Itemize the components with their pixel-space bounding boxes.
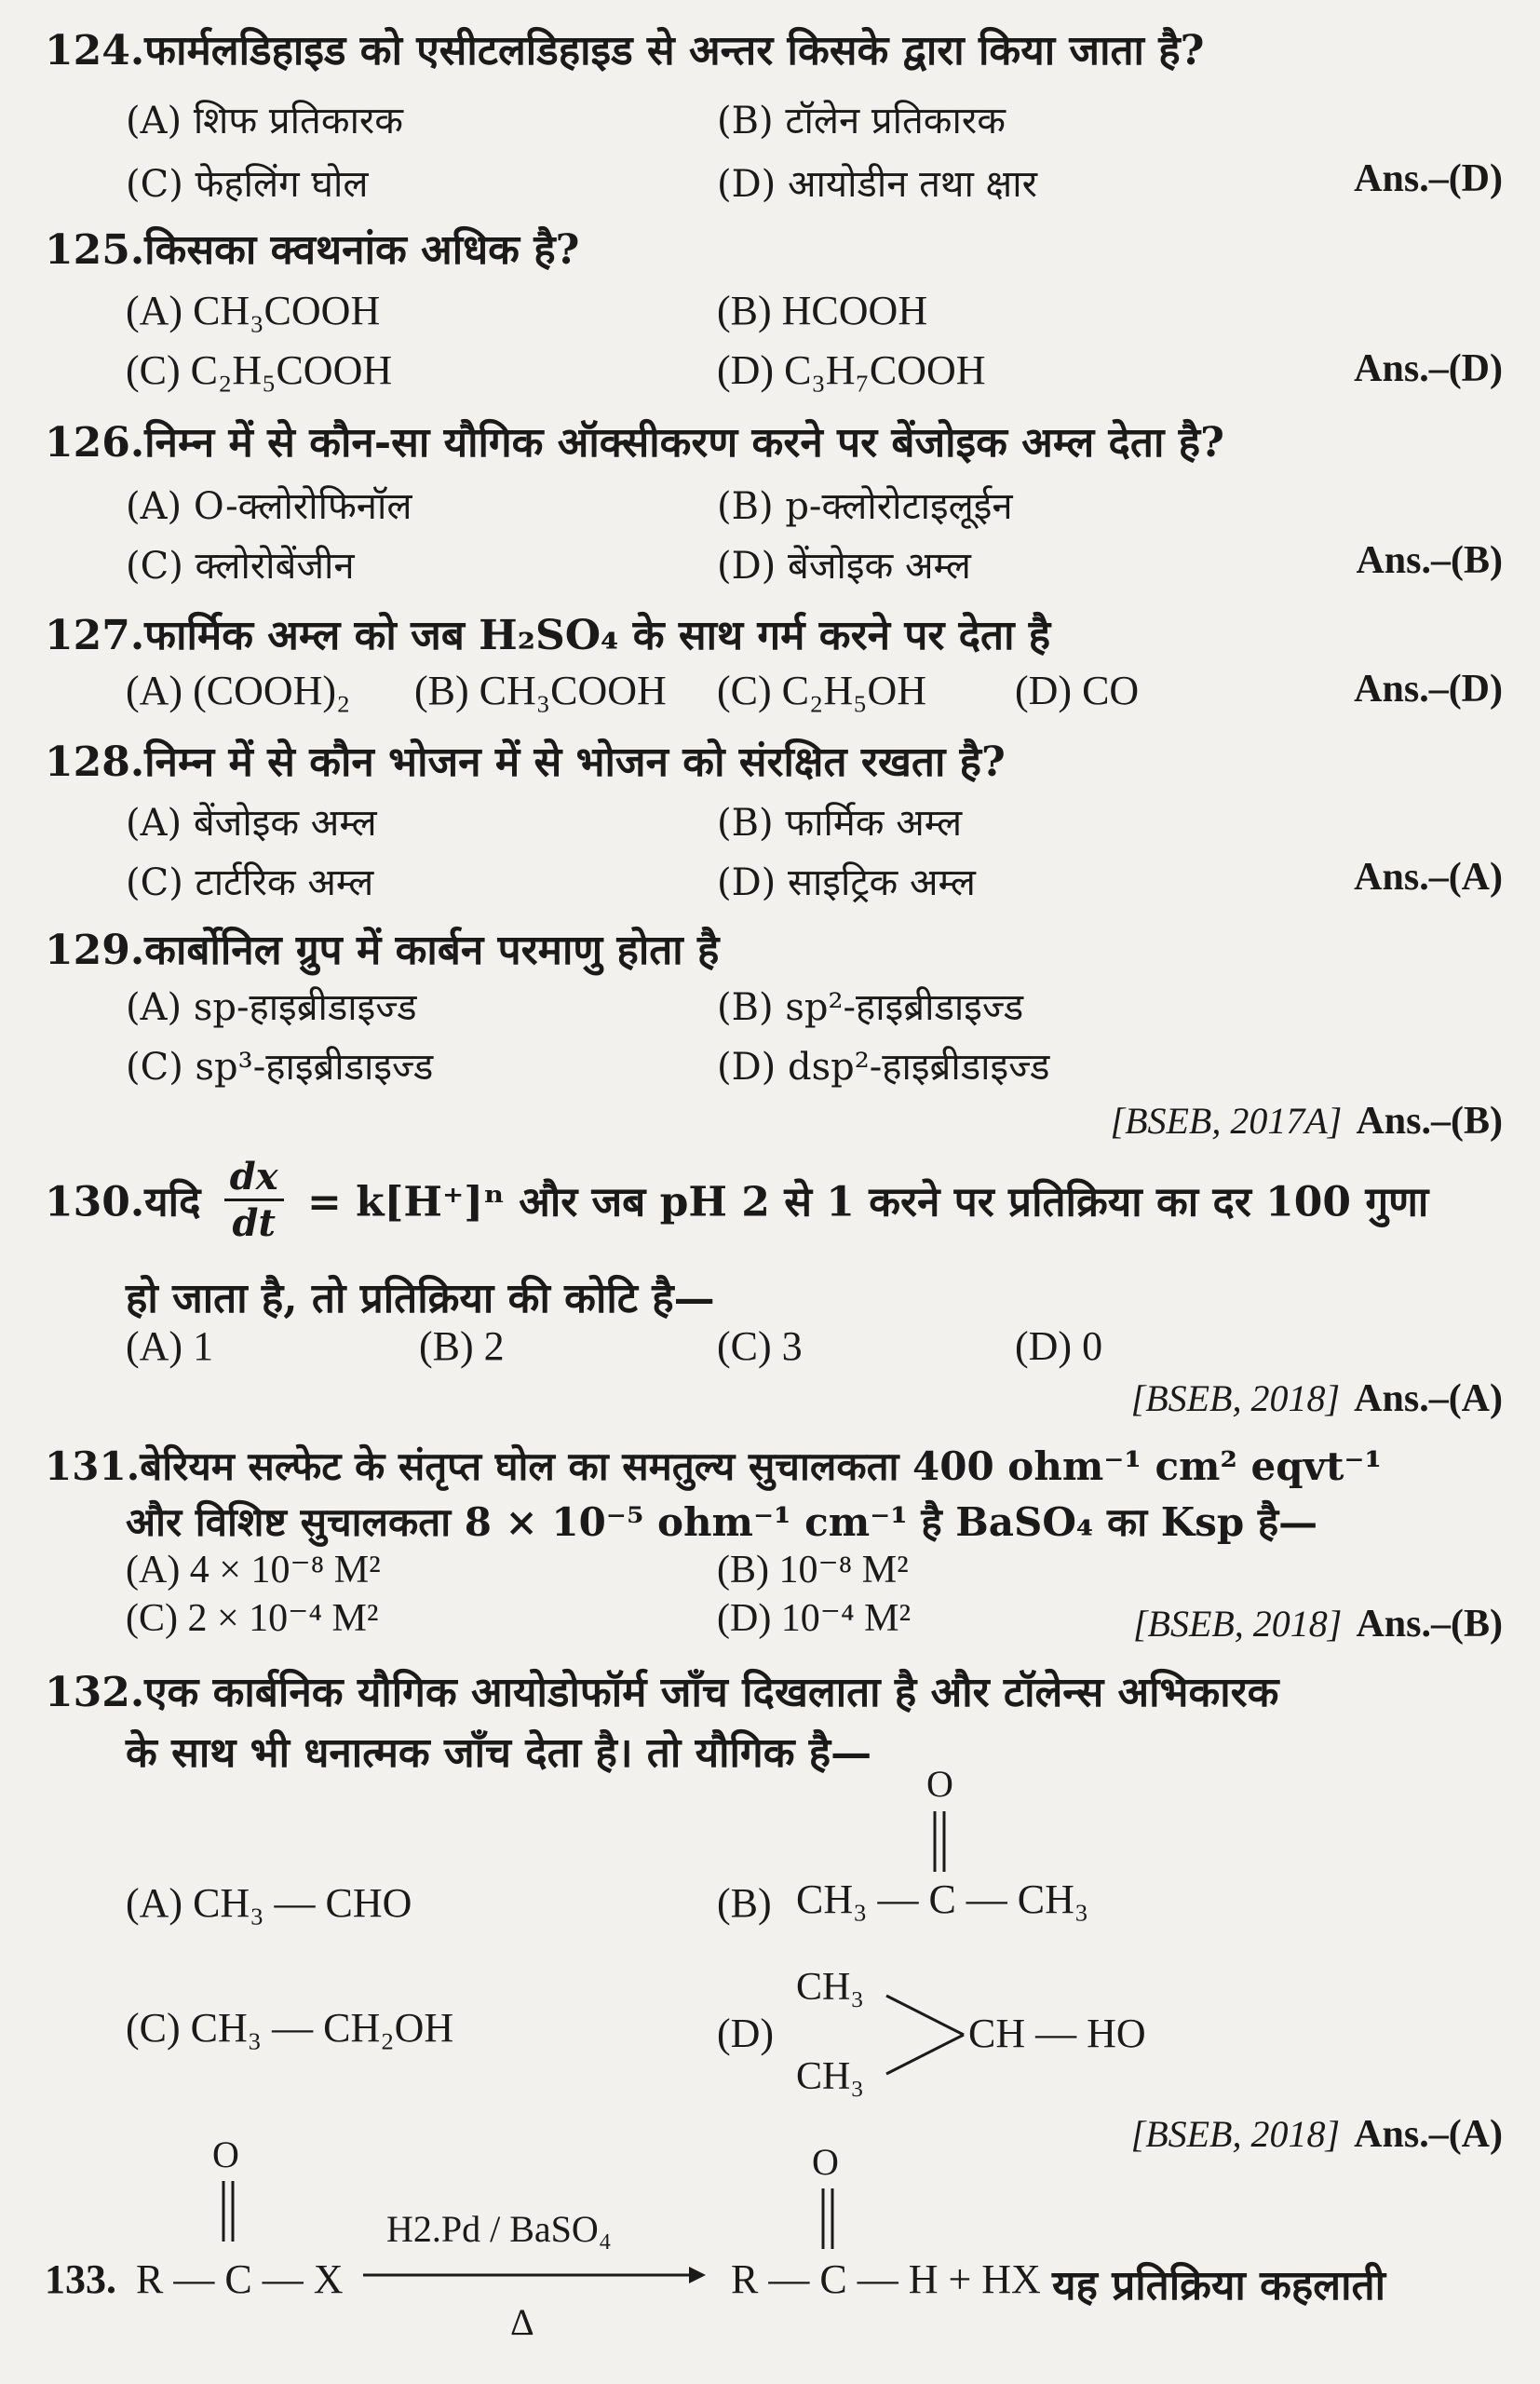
q132-option-a: (A) CH₃ — CHO [126, 1880, 412, 1926]
q132-option-b-label: (B) [717, 1880, 772, 1926]
q128-option-c: (C) टार्टरिक अम्ल [126, 861, 374, 904]
q130-footer [1131, 1376, 1503, 1421]
q129-option-b: (B) sp²-हाइब्रीडाइज्ड [717, 986, 1024, 1029]
q132-footer [1131, 2112, 1503, 2157]
question-128: 128.निम्न में से कौन भोजन में से भोजन को संरक्षित रखता है? [45, 738, 1006, 786]
q127-option-c: (C) C₂H₅OH [717, 668, 927, 713]
q133-left-double-bond [216, 2181, 244, 2246]
q130-option-d: (D) 0 [1015, 1323, 1103, 1369]
q126-option-b: (B) p-क्लोरोटाइलूईन [717, 485, 1013, 528]
q133-product: R — C — H + HX [731, 2256, 1041, 2302]
question-125: 125.किसका क्वथनांक अधिक है? [45, 226, 580, 274]
q124-answer: Ans.–(D) [1354, 157, 1503, 200]
question-124: 124.फार्मलडिहाइड को एसीटलडिहाइड से अन्तर किसके द्वारा किया जाता है? [45, 27, 1205, 74]
q131-answer: Ans.–(B) [1356, 1603, 1503, 1646]
q133-tail-text: यह प्रतिक्रिया कहलाती [1052, 2262, 1385, 2310]
q125-option-a: (A) CH₃COOH [126, 288, 381, 333]
q131-option-b: (B) 10⁻⁸ M² [717, 1549, 909, 1592]
q128-option-d: (D) साइट्रिक अम्ल [717, 861, 976, 904]
q125-option-b: (B) HCOOH [717, 288, 928, 333]
q133-number: 133. [45, 2256, 116, 2302]
question-131-line2: और विशिष्ट सुचालकता 8 × 10⁻⁵ ohm⁻¹ cm⁻¹ है BaSO₄ का Ksp है— [126, 1499, 1318, 1545]
q133-right-double-bond [816, 2188, 844, 2254]
q129-option-a: (A) sp-हाइब्रीडाइज्ड [126, 986, 417, 1029]
q132-option-d-label: (D) [717, 2011, 775, 2056]
q129-option-d: (D) dsp²-हाइब्रीडाइज्ड [717, 1046, 1050, 1089]
q132-option-b-double-bond [926, 1811, 954, 1876]
q132-option-b-oxygen: O [926, 1763, 953, 1805]
q124-option-d: (D) आयोडीन तथा क्षार [717, 163, 1037, 206]
question-126: 126.निम्न में से कौन-सा यौगिक ऑक्सीकरण करने पर बेंजोइक अम्ल देता है? [45, 419, 1224, 467]
question-130 [45, 1155, 1428, 1245]
q132-option-c: (C) CH₃ — CH₂OH [126, 2005, 454, 2051]
q133-left-oxygen: O [212, 2133, 239, 2175]
q124-option-b: (B) टॉलेन प्रतिकारक [717, 100, 1006, 142]
question-131-line1: 131.बेरियम सल्फेट के संतृप्त घोल का समतुल्य सुचालकता 400 ohm⁻¹ cm² eqvt⁻¹ [45, 1443, 1382, 1489]
question-132-line1: 132.एक कार्बनिक यौगिक आयोडोफॉर्म जाँच दिखलाता है और टॉलेन्स अभिकारक [45, 1669, 1279, 1716]
q130-option-b: (B) 2 [419, 1323, 505, 1369]
q125-option-c: (C) C₂H₅COOH [126, 347, 393, 393]
question-127: 127.फार्मिक अम्ल को जब H₂SO₄ के साथ गर्म करने पर देता है [45, 612, 1051, 659]
q124-option-a: (A) शिफ प्रतिकारक [126, 100, 404, 142]
q133-right-oxygen: O [812, 2141, 839, 2183]
q133-reagent: H2.Pd / BaSO₄ [386, 2208, 612, 2250]
q130-rate: = k[H⁺]ⁿ और जब pH 2 से 1 करने पर प्रतिक्रिया का दर 100 गुणा [306, 1178, 1429, 1226]
q127-option-d: (D) CO [1015, 668, 1140, 713]
q133-reactant: R — C — X [136, 2256, 344, 2302]
q130-fraction [224, 1155, 284, 1245]
q130-frac-bottom: dt [232, 1201, 276, 1245]
q126-answer: Ans.–(B) [1356, 539, 1503, 582]
q129-source: [BSEB, 2017A] [1110, 1100, 1343, 1142]
question-132-line2: के साथ भी धनात्मक जाँच देता है। तो यौगिक है— [126, 1729, 872, 1777]
q132-option-d-bonds [885, 1988, 968, 2081]
q126-option-d: (D) बेंजोइक अम्ल [717, 545, 971, 588]
q132-option-b-formula: CH₃ — C — CH₃ [796, 1876, 1089, 1922]
q131-source: [BSEB, 2018] [1132, 1603, 1343, 1645]
q129-footer [1111, 1099, 1504, 1144]
q128-option-a: (A) बेंजोइक अम्ल [126, 802, 377, 845]
q131-option-a: (A) 4 × 10⁻⁸ M² [126, 1549, 381, 1592]
q130-option-c: (C) 3 [717, 1323, 803, 1369]
q124-option-c: (C) फेहलिंग घोल [126, 163, 369, 206]
q132-source: [BSEB, 2018] [1130, 2113, 1341, 2155]
q128-answer: Ans.–(A) [1354, 856, 1503, 899]
q127-option-a: (A) (COOH)₂ [126, 668, 351, 713]
question-129: 129.कार्बोनिल ग्रुप में कार्बन परमाणु होता है [45, 927, 720, 974]
q133-reaction-arrow [363, 2261, 708, 2289]
q133-heat: Δ [510, 2301, 534, 2343]
q126-option-c: (C) क्लोरोबेंजीन [126, 545, 355, 588]
q127-option-b: (B) CH₃COOH [414, 668, 667, 713]
q130-source: [BSEB, 2018] [1130, 1377, 1341, 1419]
q129-answer: Ans.–(B) [1356, 1100, 1503, 1143]
q130-frac-top: dx [224, 1155, 284, 1201]
question-130-line2: हो जाता है, तो प्रतिक्रिया की कोटि है— [126, 1275, 715, 1322]
q130-prefix: 130.यदि [45, 1178, 201, 1226]
q131-option-c: (C) 2 × 10⁻⁴ M² [126, 1597, 379, 1640]
q125-answer: Ans.–(D) [1354, 347, 1503, 390]
q132-option-d-top-methyl: CH₃ [796, 1966, 864, 2009]
q131-footer [1133, 1602, 1503, 1646]
q125-option-d: (D) C₃H₇COOH [717, 347, 986, 393]
q132-answer: Ans.–(A) [1354, 2113, 1503, 2156]
q129-option-c: (C) sp³-हाइब्रीडाइज्ड [126, 1046, 434, 1089]
q132-option-d-bottom-methyl: CH₃ [796, 2055, 864, 2098]
q131-option-d: (D) 10⁻⁴ M² [717, 1597, 912, 1640]
q126-option-a: (A) O-क्लोरोफिनॉल [126, 485, 412, 528]
q127-answer: Ans.–(D) [1354, 668, 1503, 711]
q130-answer: Ans.–(A) [1354, 1377, 1503, 1420]
q128-option-b: (B) फार्मिक अम्ल [717, 802, 963, 845]
q132-option-d-right: CH — HO [968, 2011, 1146, 2056]
q130-option-a: (A) 1 [126, 1323, 214, 1369]
